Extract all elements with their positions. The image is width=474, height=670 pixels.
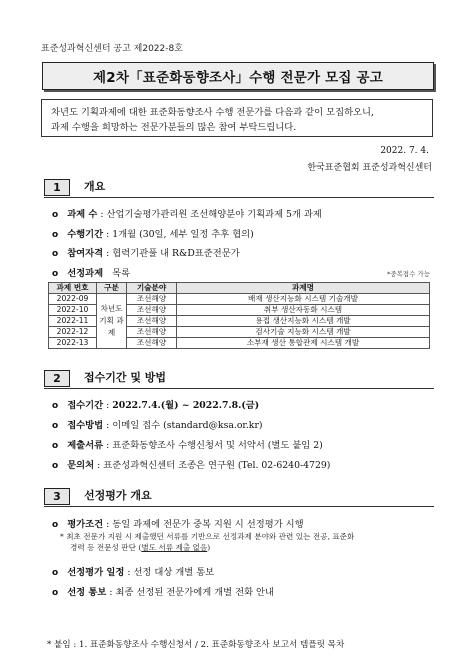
section-2-item-4: o 문의처 : 표준성과혁신센터 조종은 연구원 (Tel. 02-6240-4729) [52, 457, 330, 471]
section-2-item-2: o 접수방법 : 이메일 접수 (standard@ksa.or.kr) [52, 417, 263, 431]
section-3-divider [44, 506, 434, 507]
section-1-item-4 [52, 265, 130, 279]
page-title: 제2차「표준화동향조사」수행 전문가 모집 공고 [42, 62, 434, 90]
tech-field: 조선해양 [127, 316, 177, 327]
section-3-number: 3 [44, 488, 70, 505]
organization-name: 한국표준협회 표준성과혁신센터 [307, 163, 432, 173]
item-value: 목록 [112, 268, 131, 279]
item-label: 문의처 [67, 460, 95, 471]
task-number: 2022-12 [49, 327, 97, 338]
table-header-row [49, 283, 430, 294]
task-table [48, 282, 430, 349]
bullet-icon: o [52, 210, 59, 220]
task-number: 2022-11 [49, 316, 97, 327]
section-3-item-1: o 평가조건 : 동일 과제에 전문가 중복 지원 시 선정평가 시행 [52, 516, 304, 530]
section-1-title: 개요 [84, 180, 106, 193]
tech-field: 조선해양 [127, 338, 177, 349]
duplicate-note: *중복접수 가능 [387, 270, 430, 278]
section-2-title: 접수기간 및 방법 [84, 371, 167, 384]
task-name: 배재 생산지능화 시스템 기술개발 [177, 294, 430, 305]
bullet-icon: o [52, 520, 59, 530]
attachments-footer: * 붙임 : 1. 표준화동향조사 수행신청서 / 2. 표준화동향조사 보고서 템플릿 목차 [47, 640, 345, 650]
subnote-text: 경력 등 전문성 판단 ( [70, 543, 142, 552]
tech-field: 조선해양 [127, 294, 177, 305]
section-1-number: 1 [44, 179, 70, 196]
item-value: 이메일 접수 (standard@ksa.or.kr) [112, 420, 263, 431]
task-name: 용접 생산지능화 시스템 개발 [177, 316, 430, 327]
notice-number: 표준성과혁신센터 공고 제2022-8호 [41, 44, 183, 54]
section-1-item-3: o 참여자격 : 협력기관풀 내 R&D표준전문가 [52, 245, 240, 259]
intro-line-2: 과제 수행을 희망하는 전문가분들의 많은 참여 부탁드립니다. [51, 122, 297, 133]
task-name: 취부 생산자동화 시스템 [177, 305, 430, 316]
task-name: 검사기술 지능화 시스템 개발 [177, 327, 430, 338]
section-2-item-1: o 접수기간 : 2022.7.4.(월) ~ 2022.7.8.(금) [52, 397, 259, 411]
item-value: 선정 대상 개별 통보 [133, 567, 215, 578]
bullet-icon: o [52, 421, 59, 431]
item-value: 표준화동향조사 수행신청서 및 서약서 (별도 붙임 2) [112, 440, 323, 451]
item-label: 과제 수 [67, 209, 98, 220]
task-name: 소부재 생산 통합관제 시스템 개발 [177, 338, 430, 349]
task-number: 2022-09 [49, 294, 97, 305]
subnote-line-2 [60, 542, 430, 553]
section-3-item-2: o 선정평가 일정 : 선정 대상 개별 통보 [52, 564, 214, 578]
task-number: 2022-13 [49, 338, 97, 349]
section-2-divider [44, 388, 434, 389]
table-row [49, 294, 430, 305]
section-3-header [44, 487, 194, 505]
item-value: 1개월 (30일, 세부 일정 추후 협의) [112, 229, 254, 240]
bullet-icon: o [52, 269, 59, 279]
item-value: 산업기술평가관리원 조선해양분야 기획과제 5개 과제 [106, 209, 322, 220]
item-label: 참여자격 [67, 248, 104, 259]
item-label: 선정평가 일정 [67, 567, 125, 578]
item-label: 접수방법 [67, 420, 104, 431]
header-task-number: 과제 번호 [49, 283, 97, 294]
item-value: 최종 선정된 전문가에게 개별 전화 안내 [115, 587, 274, 598]
section-3-item-3: o 선정 통보 : 최종 선정된 전문가에게 개별 전화 안내 [52, 584, 274, 598]
section-2-number: 2 [44, 370, 70, 387]
subnote-line-1: * 최초 전문가 지원 시 제출했던 서류를 기반으로 선정과제 분야와 관련 있는 전공, 표준화 [60, 532, 355, 541]
subnote-close: ) [207, 543, 211, 552]
item-label: 제출서류 [67, 440, 104, 451]
item-label: 선정과제 [67, 268, 104, 279]
header-task-name: 과제명 [177, 283, 430, 294]
section-1-item-1: o 과제 수 : 산업기술평가관리원 조선해양분야 기획과제 5개 과제 [52, 206, 322, 220]
task-category: 차년도 기획 과제 [97, 294, 127, 349]
bullet-icon: o [52, 461, 59, 471]
bullet-icon: o [52, 588, 59, 598]
section-1-item-2: o 수행기간 : 1개월 (30일, 세부 일정 추후 협의) [52, 226, 254, 240]
item-value: 동일 과제에 전문가 중복 지원 시 선정평가 시행 [112, 519, 304, 530]
item-value: 협력기관풀 내 R&D표준전문가 [112, 248, 240, 259]
section-2-item-3: o 제출서류 : 표준화동향조사 수행신청서 및 서약서 (별도 붙임 2) [52, 437, 323, 451]
item-label: 수행기간 [67, 229, 104, 240]
tech-field: 조선해양 [127, 327, 177, 338]
task-number: 2022-10 [49, 305, 97, 316]
bullet-icon: o [52, 401, 59, 411]
bullet-icon: o [52, 568, 59, 578]
bullet-icon: o [52, 230, 59, 240]
section-2-header [44, 369, 194, 387]
item-label: 선정 통보 [67, 587, 107, 598]
section-3-title: 선정평가 개요 [84, 489, 152, 502]
bullet-icon: o [52, 441, 59, 451]
item-value: 2022.7.4.(월) ~ 2022.7.8.(금) [112, 400, 260, 411]
section-1-divider [44, 197, 434, 198]
item-value: 표준성과혁신센터 조종은 연구원 (Tel. 02-6240-4729) [103, 460, 331, 471]
item-label: 평가조건 [67, 519, 104, 530]
tech-field: 조선해양 [127, 305, 177, 316]
header-tech-field: 기술분야 [127, 283, 177, 294]
header-category: 구분 [97, 283, 127, 294]
intro-box [41, 99, 433, 137]
bullet-icon: o [52, 249, 59, 259]
evaluation-subnote [60, 531, 430, 553]
notice-date: 2022. 7. 4. [380, 146, 429, 156]
section-1-header [44, 178, 194, 196]
subnote-emphasis: 별도 서류 제출 없음 [141, 543, 208, 552]
intro-line-1: 차년도 기획과제에 대한 표준화동향조사 수행 전문가를 다음과 같이 모집하오니, [51, 107, 374, 118]
item-label: 접수기간 [67, 400, 104, 411]
